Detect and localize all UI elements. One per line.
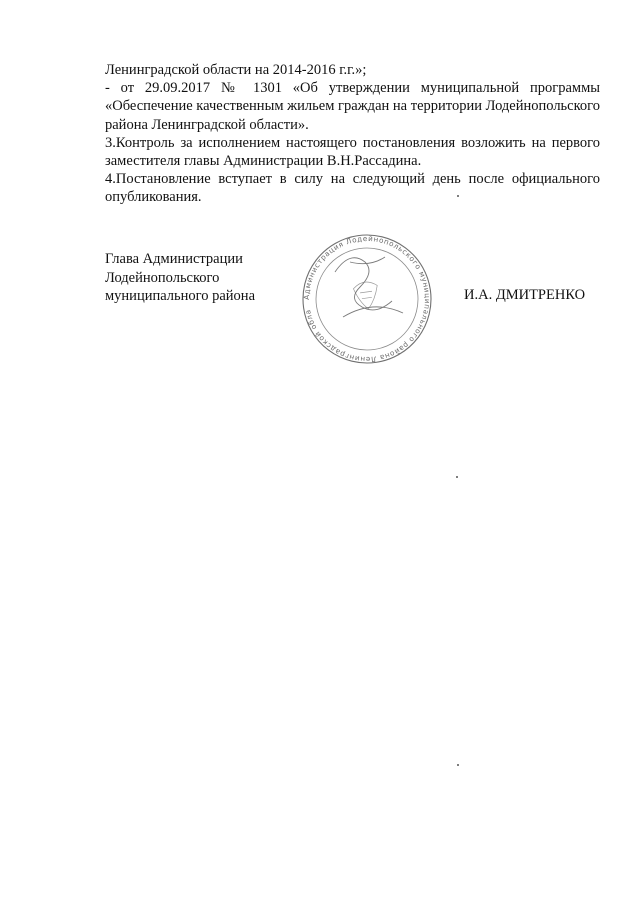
paragraph-program-period: Ленинградской области на 2014-2016 г.г.»;	[105, 62, 367, 78]
seal-center-emblem	[353, 280, 381, 310]
paragraph-effective-date: 4.Постановление вступает в силу на следующий день после официального опубликования.	[105, 171, 600, 206]
position-line: муниципального района	[105, 288, 255, 304]
scan-speck	[457, 764, 459, 766]
signatory-name: И.А. ДМИТРЕНКО	[464, 287, 586, 303]
paragraph-housing-program: - от 29.09.2017 № 1301 «Об утверждении муниципальной программы «Обеспечение качественным жильем граждан на территории Лодейнопольского района Ленинградской области».	[105, 80, 600, 133]
seal-ring-text: Администрация Лодейнопольского муниципального района Ленинградской области	[301, 233, 433, 365]
position-line: Глава Администрации	[105, 251, 243, 267]
scan-speck	[457, 195, 459, 197]
position-line: Лодейнопольского	[105, 269, 220, 286]
scan-speck	[456, 476, 458, 478]
signatory-position	[105, 250, 325, 306]
official-seal-stamp	[295, 232, 440, 367]
document-body	[105, 61, 600, 207]
paragraph-control: 3.Контроль за исполнением настоящего постановления возложить на первого заместителя главы Администрации В.Н.Рассадина.	[105, 134, 600, 170]
